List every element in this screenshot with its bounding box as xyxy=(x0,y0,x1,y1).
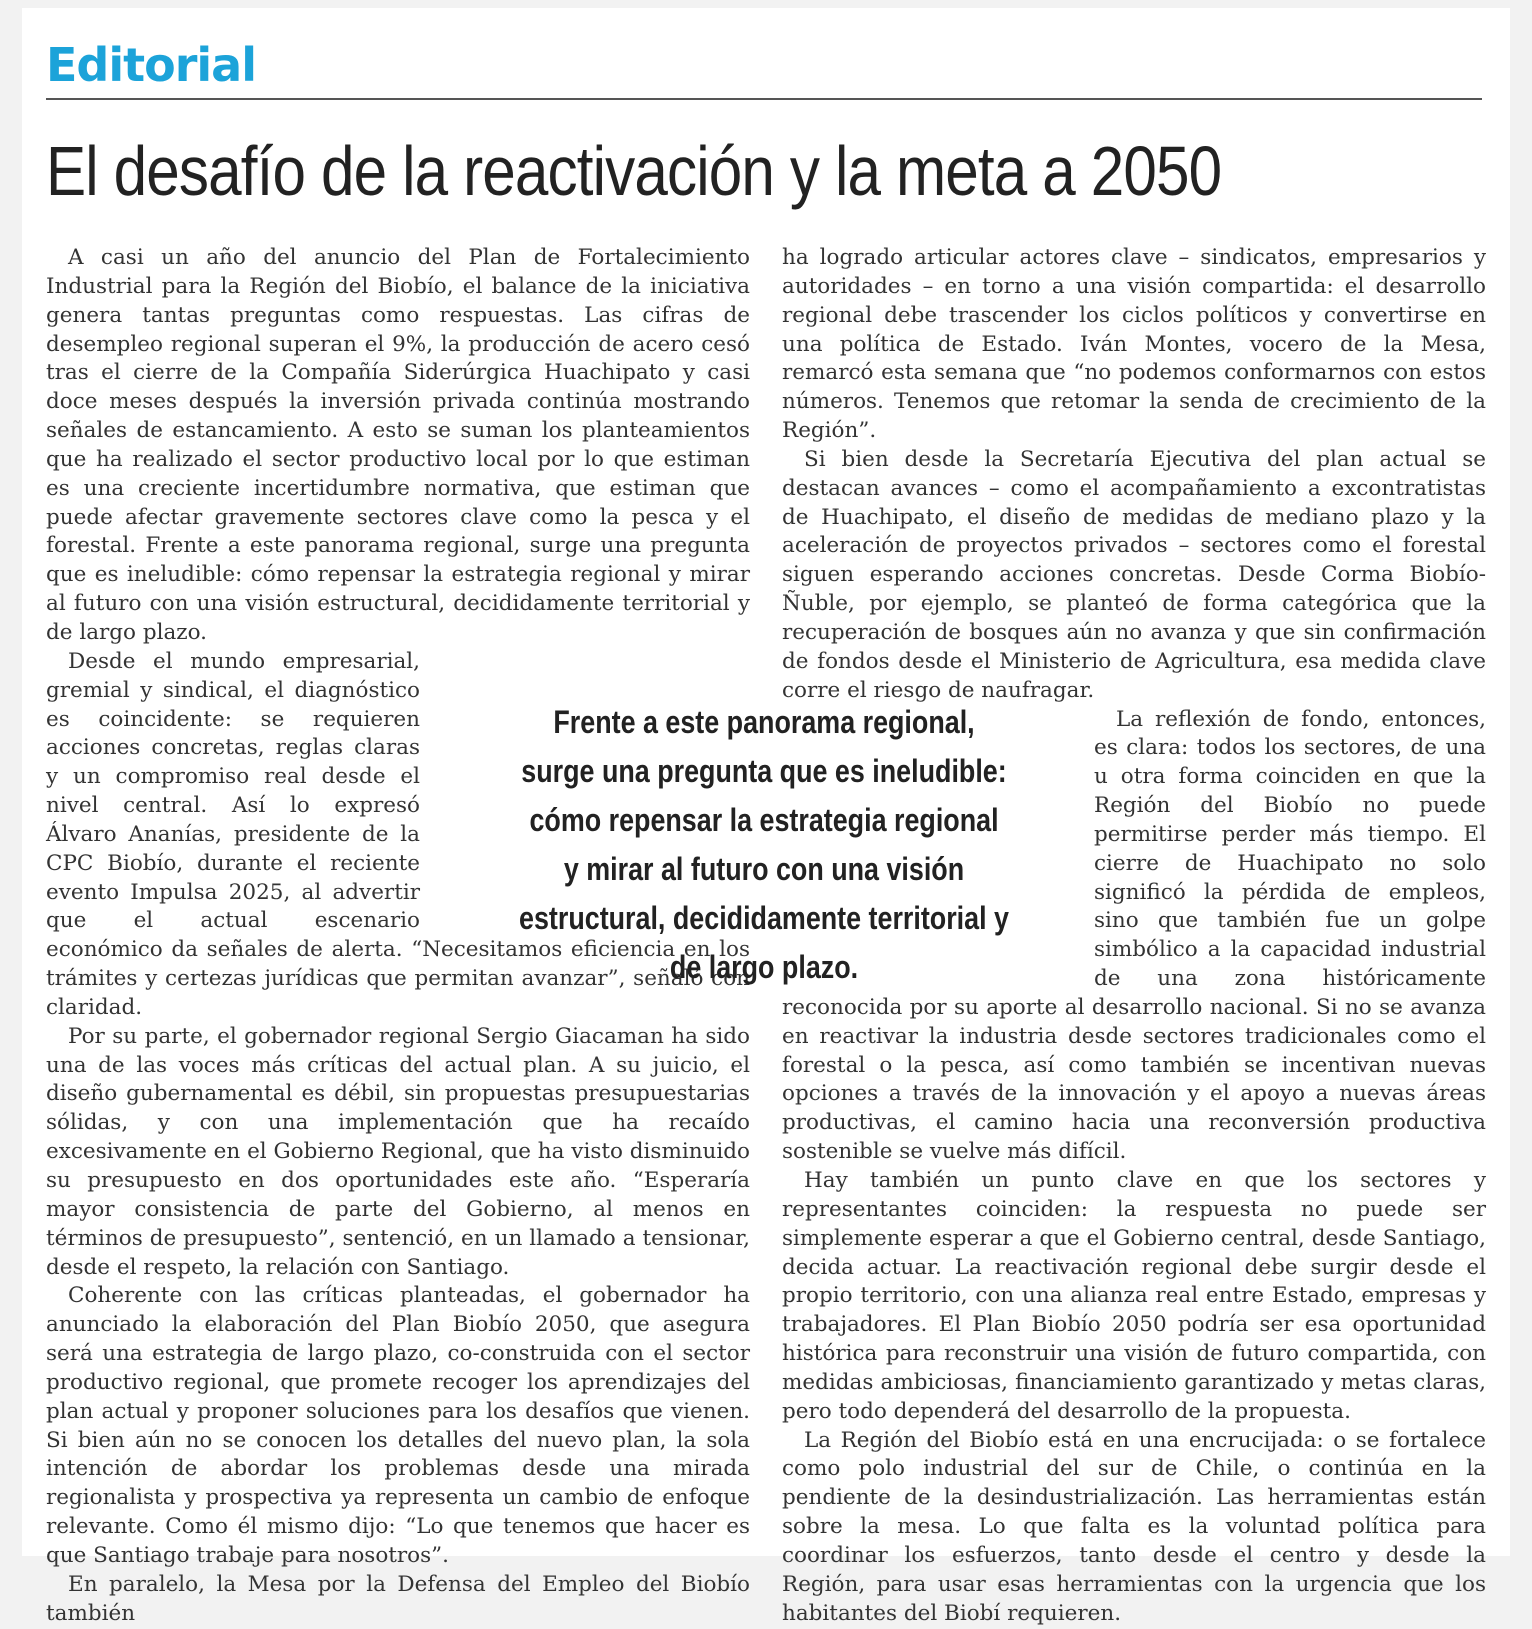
article-paragraph-3: Por su parte, el gobernador regional Sergio Giacaman ha sido una de las voces más críticas del actual plan. A su juicio, el diseño gubernamental es débil, sin propuestas presupuestarias sólidas, y con una implementación que ha recaído excesivamente en el Gobierno Regional, que ha visto disminuido su presupuesto en dos oportunidades este año. “Esperaría mayor consistencia de parte del Gobierno, al menos en términos de presupuesto”, sentenció, en un llamado a tensionar, desde el respeto, la relación con Santiago. xyxy=(46,1023,750,1280)
pull-quote-text: Frente a este panorama regional, surge una pregunta que es ineludible: cómo repensar la estrategia regional y mirar al futuro con una visión estructural, decididamente territorial y de largo plazo. xyxy=(519,704,1009,985)
article-paragraph-5-start: En paralelo, la Mesa por la Defensa del Empleo del Biobío también xyxy=(46,1571,750,1626)
article-paragraph-7-text: La reflexión de fondo, entonces, es clara: todos los sectores, de una u otra forma coinciden en que la Región del Biobío no puede permitirse perder más tiempo. El cierre de Huachipato no solo significó la pérdida de empleos, sino que también fue un golpe simbólico a la capacidad industrial de una zona históricamente reconocida por su aporte al desarrollo nacional. Si no se avanza en reactivar la industria desde sectores tradicionales como el forestal o la pesca, así como también se incentivan nuevas opciones a través de la innovación y el apoyo a nuevas áreas productivas, el camino hacia una reconversión productiva sostenible se vuelve más difícil. xyxy=(782,706,1486,1165)
article-paragraph-8: Hay también un punto clave en que los sectores y representantes coinciden: la respuesta no puede ser simplemente esperar a que el Gobierno central, desde Santiago, decida actuar. La reactivación regional debe surgir desde el propio territorio, con una alianza real entre Estado, empresas y trabajadores. El Plan Biobío 2050 podría ser esa oportunidad histórica para reconstruir una visión de futuro compartida, con medidas ambiciosas, financiamiento garantizado y metas claras, pero todo dependerá del desarrollo de la propuesta. xyxy=(782,1168,1486,1424)
headline: El desafío de la reactivación y la meta a 2050 xyxy=(46,132,1222,210)
article-paragraph-6: Si bien desde la Secretaría Ejecutiva del plan actual se destacan avances – como el acompañamiento a excontratistas de Huachipato, el diseño de medidas de mediano plazo y la aceleración de proyectos privados – sectores como el forestal siguen esperando acciones concretas. Desde Corma Biobío-Ñuble, por ejemplo, se planteó de forma categórica que la recuperación de bosques aún no avanza y que sin confirmación de fondos desde el Ministerio de Agricultura, esa medida clave corre el riesgo de naufragar. xyxy=(782,446,1486,703)
article-paragraph-1: A casi un año del anuncio del Plan de Fortalecimiento Industrial para la Región del Biobío, el balance de la iniciativa genera tantas preguntas como respuestas. Las cifras de desempleo regional superan el 9%, la producción de acero cesó tras el cierre de la Compañía Siderúrgica Huachipato y casi doce meses después la inversión privada continúa mostrando señales de estancamiento. A esto se suman los planteamientos que ha realizado el sector productivo local por lo que estiman es una creciente incertidumbre normativa, que estiman que puede afectar gravemente sectores clave como la pesca y el forestal. Frente a este panorama regional, surge una pregunta que es ineludible: cómo repensar la estrategia regional y mirar al futuro con una visión estructural, decididamente territorial y de largo plazo. xyxy=(46,245,750,645)
article-paragraph-9: La Región del Biobío está en una encrucijada: o se fortalece como polo industrial del sur de Chile, o continúa en la pendiente de la desindustrialización. Las herramientas están sobre la mesa. Lo que falta es la voluntad política para coordinar los esfuerzos, tanto desde el centro y desde la Región, para usar esas herramientas con la urgencia que los habitantes del Biobí requieren. xyxy=(782,1427,1486,1626)
article-paragraph-5-cont: ha logrado articular actores clave – sindicatos, empresarios y autoridades – en torno a una visión compartida: el desarrollo regional debe trascender los ciclos políticos y convertirse en una política de Estado. Iván Montes, vocero de la Mesa, remarcó esta semana que “no podemos conformarnos con estos números. Tenemos que retomar la senda de crecimiento de la Región”. xyxy=(782,245,1486,444)
article-paragraph-2-text: Desde el mundo empresarial, gremial y sindical, el diagnóstico es coincidente: se requieren acciones concretas, reglas claras y un compromiso real desde el nivel central. Así lo expresó Álvaro Ananías, presidente de la CPC Biobío, durante el reciente evento Impulsa 2025, al advertir que el actual escenario económico da señales de alerta. “Necesitamos eficiencia en los trámites y certezas jurídicas que permitan avanzar”, señaló con claridad. xyxy=(46,648,750,1020)
section-label: Editorial xyxy=(46,38,256,92)
pull-quote xyxy=(472,698,1056,992)
header-divider xyxy=(46,98,1482,100)
newspaper-page xyxy=(22,8,1510,1626)
article-paragraph-4: Coherente con las críticas planteadas, el gobernador ha anunciado la elaboración del Plan Biobío 2050, que asegura será una estrategia de largo plazo, co-construida con el sector productivo regional, que promete recoger los aprendizajes del plan actual y proponer soluciones para los desafíos que vienen. Si bien aún no se conocen los detalles del nuevo plan, la sola intención de abordar los problemas desde una mirada regionalista y prospectiva ya representa un cambio de enfoque relevante. Como él mismo dijo: “Lo que tenemos que hacer es que Santiago trabaje para nosotros”. xyxy=(46,1283,750,1568)
